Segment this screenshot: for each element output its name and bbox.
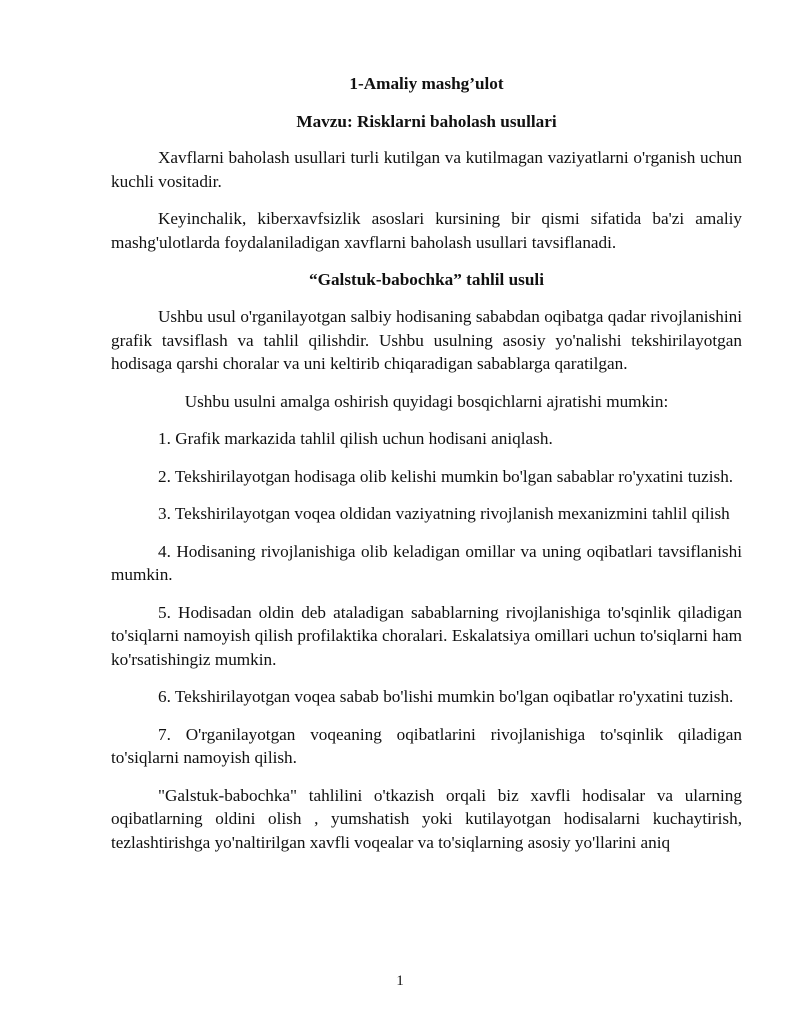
document-topic: Mavzu: Risklarni baholash usullari [296,112,557,131]
step-item-4: 4. Hodisaning rivojlanishiga olib keladigan omillar va uning oqibatlari tavsiflanishi mumkin. [111,541,742,584]
intro-paragraph-2: Keyinchalik, kiberxavfsizlik asoslari kursining bir qismi sifatida ba'zi amaliy mashg'ulotlarda foydalaniladigan xavflarni baholash usullari tavsiflanadi. [111,209,742,252]
document-page [111,72,742,868]
step-item-1: 1. Grafik markazida tahlil qilish uchun hodisani aniqlash. [158,429,553,448]
section-title: “Galstuk-babochka” tahlil usuli [309,270,544,289]
section-intro-paragraph: Ushbu usul o'rganilayotgan salbiy hodisaning sababdan oqibatga qadar rivojlanishini grafik tavsiflash va tahlil qilishdir. Ushbu usulning asosiy yo'nalishi tekshirilayotgan hodisaga qarshi choralar va uni keltirib chiqaradigan sabablarga qaratilgan. [111,307,742,373]
steps-lead: Ushbu usulni amalga oshirish quyidagi bosqichlarni ajratishi mumkin: [184,391,669,411]
step-item-6: 6. Tekshirilayotgan voqea sabab bo'lishi mumkin bo'lgan oqibatlar ro'yxatini tuzish. [158,687,734,706]
step-item-7: 7. O'rganilayotgan voqeaning oqibatlarini rivojlanishiga to'sqinlik qiladigan to'siqlarni namoyish qilish. [111,724,742,767]
step-item-2: 2. Tekshirilayotgan hodisaga olib kelishi mumkin bo'lgan sabablar ro'yxatini tuzish. [158,466,734,486]
document-title: 1-Amaliy mashg’ulot [349,74,504,93]
page-number: 1 [396,973,404,989]
intro-paragraph-1: Xavflarni baholash usullari turli kutilgan va kutilmagan vaziyatlarni o'rganish uchun kuchli vositadir. [111,148,742,191]
closing-paragraph: "Galstuk-babochka" tahlilini o'tkazish orqali biz xavfli hodisalar va ularning oqibatlarning oldini olish , yumshatish yoki kutilayotgan hodisalarni kuchaytirish, tezlashtirishga yo'naltirilgan xavfli voqealar va to'siqlarning asosiy yo'llarini aniq [111,785,742,852]
step-item-5: 5. Hodisadan oldin deb ataladigan sabablarning rivojlanishiga to'sqinlik qiladigan to'siqlarni namoyish qilish profilaktika choralari. Eskalatsiya omillari uchun to'siqlarni ham ko'rsatishingiz mumkin. [111,602,742,669]
step-item-3: 3. Tekshirilayotgan voqea oldidan vaziyatning rivojlanish mexanizmini tahlil qilish [158,504,730,523]
